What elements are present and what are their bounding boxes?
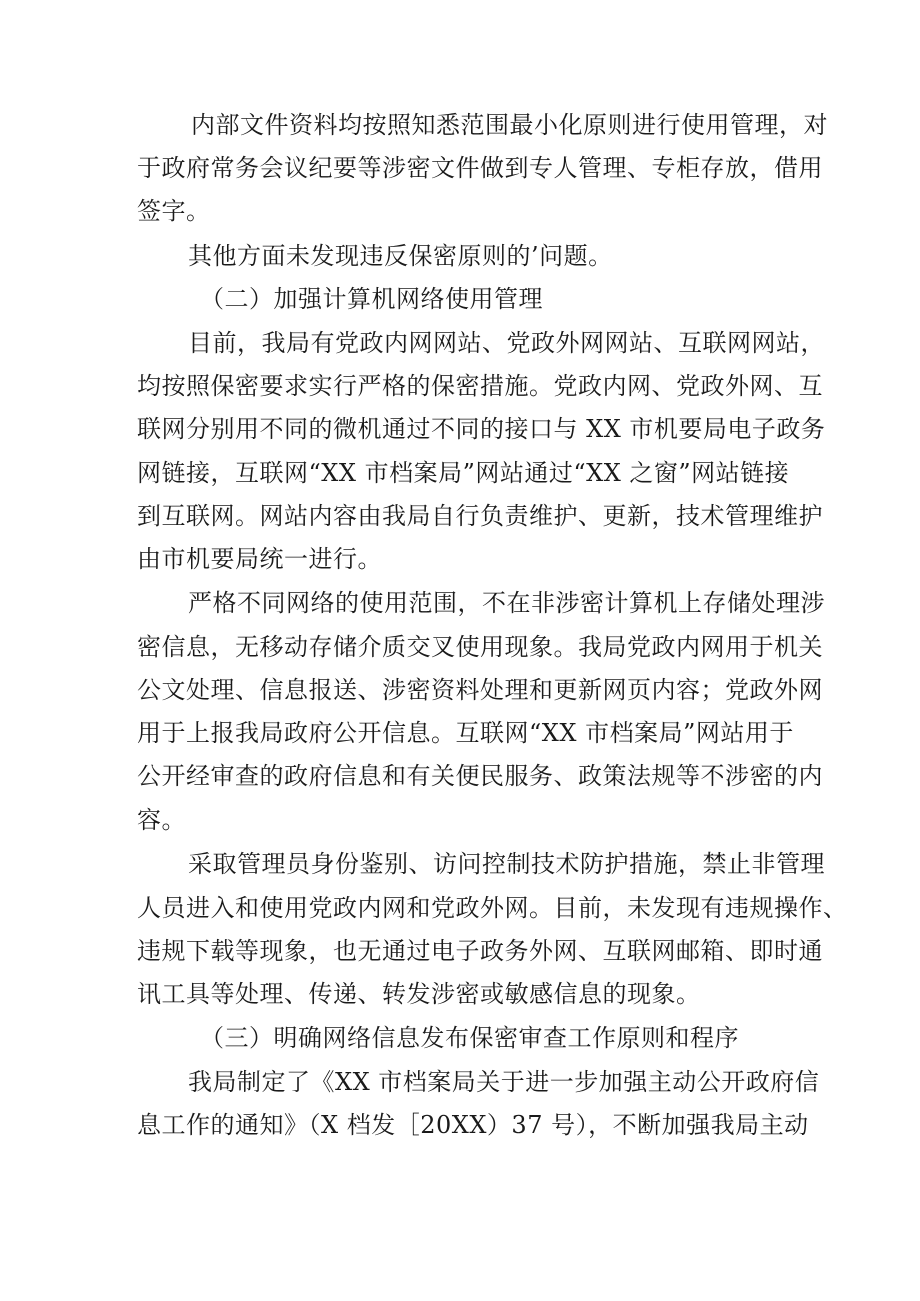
paragraph-line: 其他方面未发现违反保密原则的’问题。 (188, 242, 613, 270)
paragraph-line: 违规下载等现象，也无通过电子政务外网、互联网邮箱、即时通 (137, 937, 823, 965)
paragraph-line: 讯工具等处理、传递、转发涉密或敏感信息的现象。 (137, 980, 701, 1008)
paragraph-line: 签字。 (137, 197, 211, 225)
paragraph-line: 公开经审查的政府信息和有关便民服务、政策法规等不涉密的内 (137, 762, 823, 790)
paragraph-line: 均按照保密要求实行严格的保密措施。党政内网、党政外网、互 (137, 372, 823, 400)
paragraph-line: 容。 (137, 806, 186, 834)
paragraph-line: 严格不同网络的使用范围，不在非涉密计算机上存储处理涉 (188, 589, 825, 617)
paragraph-line: 于政府常务会议纪要等涉密文件做到专人管理、专柜存放，借用 (137, 154, 823, 182)
paragraph-line: 密信息，无移动存储介质交叉使用现象。我局党政内网用于机关 (137, 633, 823, 661)
paragraph-line: 采取管理员身份鉴别、访问控制技术防护措施，禁止非管理 (188, 850, 825, 878)
paragraph-line: 用于上报我局政府公开信息。互联网“XX 市档案局”网站用于 (137, 719, 794, 747)
paragraph-line: 到互联网。网站内容由我局自行负责维护、更新，技术管理维护 (137, 502, 823, 530)
paragraph-line: 息工作的通知》（X 档发［20XX）37 号），不断加强我局主动 (137, 1111, 809, 1139)
section-heading: （二）加强计算机网络使用管理 (200, 285, 543, 313)
paragraph-line: 内部文件资料均按照知悉范围最小化原则进行使用管理，对 (191, 111, 828, 139)
paragraph-line: 联网分别用不同的微机通过不同的接口与 XX 市机要局电子政务 (137, 415, 826, 443)
paragraph-line: 公文处理、信息报送、涉密资料处理和更新网页内容；党政外网 (137, 676, 823, 704)
paragraph-line: 我局制定了《XX 市档案局关于进一步加强主动公开政府信 (188, 1068, 820, 1096)
section-heading: （三）明确网络信息发布保密审查工作原则和程序 (200, 1024, 739, 1052)
paragraph-line: 由市机要局统一进行。 (137, 545, 382, 573)
paragraph-line: 人员进入和使用党政内网和党政外网。目前，未发现有违规操作、 (137, 894, 848, 922)
paragraph-line: 网链接，互联网“XX 市档案局”网站通过“XX 之窗”网站链接 (137, 459, 790, 487)
paragraph-line: 目前，我局有党政内网网站、党政外网网站、互联网网站， (188, 329, 825, 357)
